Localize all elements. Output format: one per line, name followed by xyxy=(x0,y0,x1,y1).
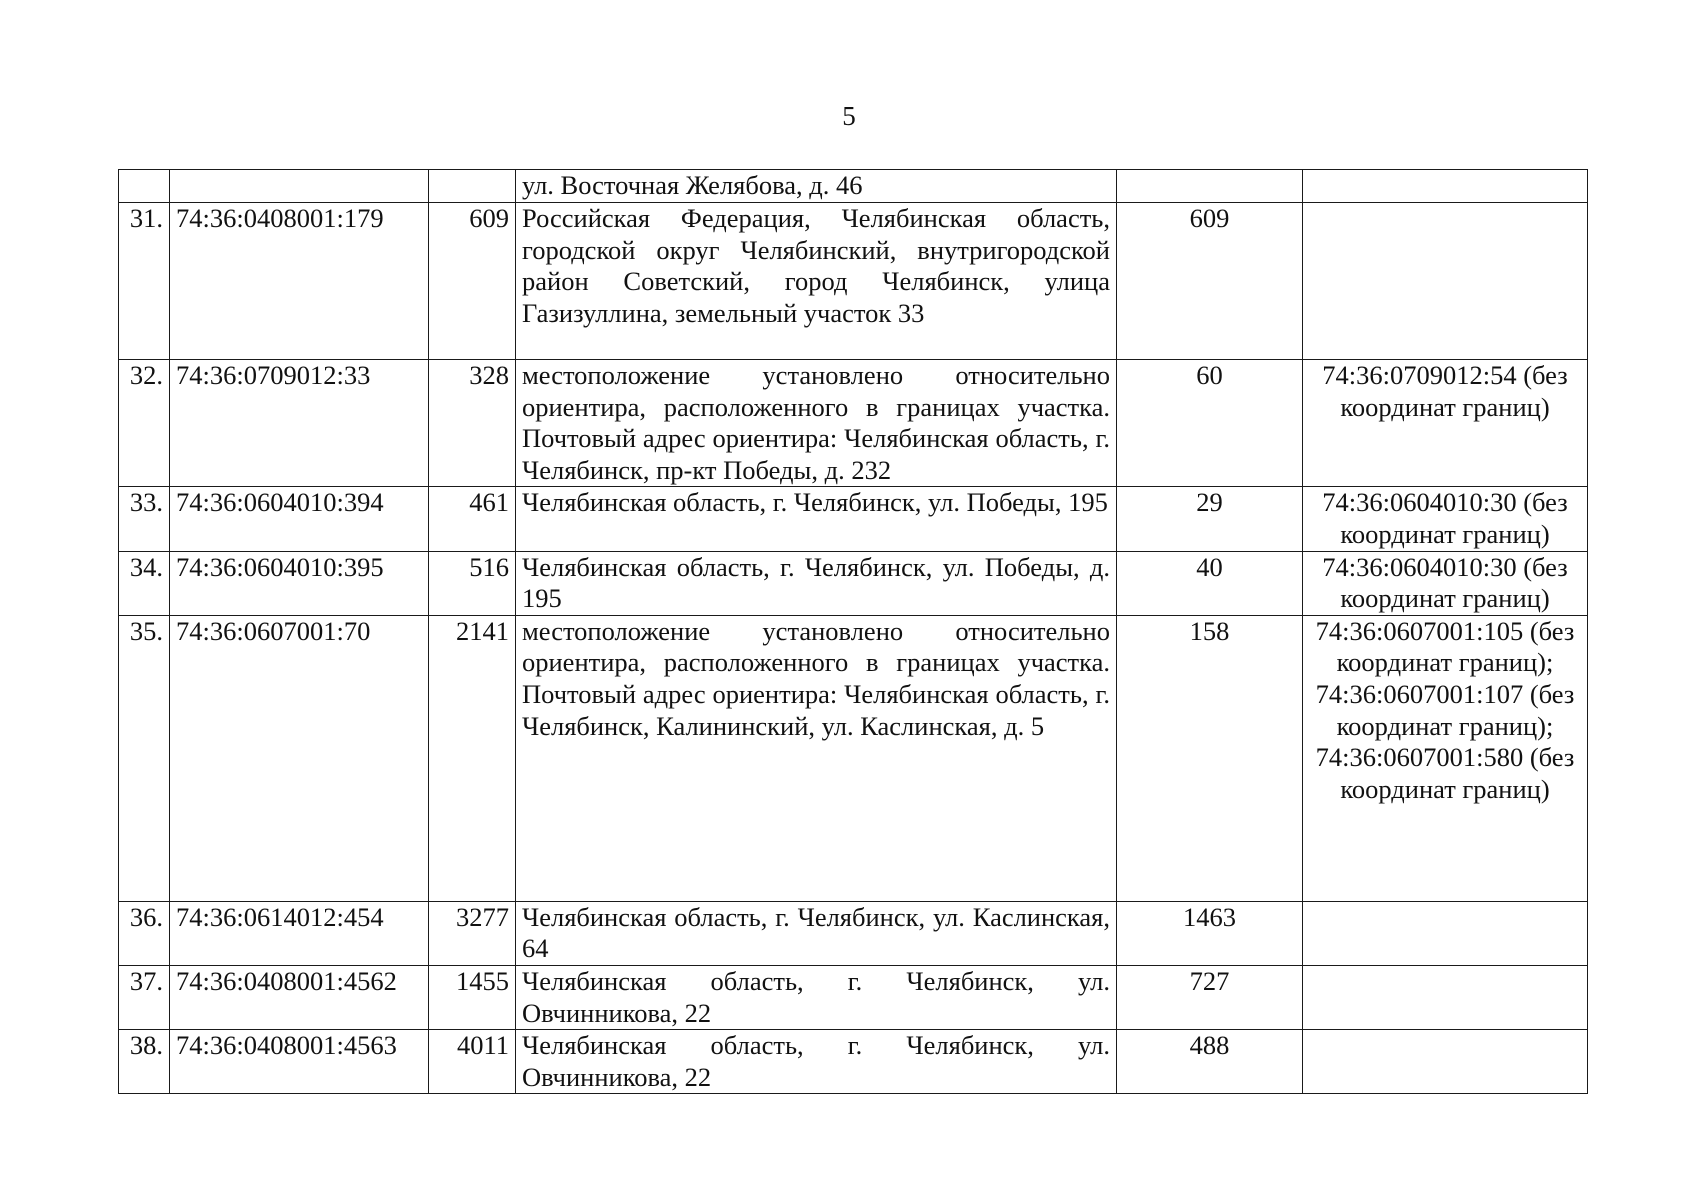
part-area-cell: 29 xyxy=(1117,487,1303,551)
row-number-cell xyxy=(119,170,170,203)
cadastral-number-cell: 74:36:0408001:4562 xyxy=(170,965,429,1029)
related-plot-note: 74:36:0607001:105 (без координат границ); xyxy=(1315,615,1575,678)
part-area-cell xyxy=(1117,170,1303,203)
plot-area-cell: 3277 xyxy=(429,901,516,965)
part-area-cell: 40 xyxy=(1117,551,1303,615)
part-area-cell: 60 xyxy=(1117,360,1303,487)
address-cell: Челябинская область, г. Челябинск, ул. Каслинская, 64 xyxy=(516,901,1117,965)
table-row xyxy=(119,901,1588,965)
address-cell: местоположение установлено относительно ориентира, расположенного в границах участка. Почтовый адрес ориентира: Челябинская область, г. Челябинск, пр-кт Победы, д. 232 xyxy=(516,360,1117,487)
plot-area-cell: 461 xyxy=(429,487,516,551)
cadastral-number-cell: 74:36:0408001:179 xyxy=(170,203,429,360)
notes-cell xyxy=(1303,901,1588,965)
cadastral-number-cell: 74:36:0614012:454 xyxy=(170,901,429,965)
table-body xyxy=(119,170,1588,1094)
related-plot-note: 74:36:0607001:107 (без координат границ); xyxy=(1315,678,1575,741)
notes-cell xyxy=(1303,1030,1588,1094)
row-number-cell: 33. xyxy=(119,487,170,551)
notes-cell xyxy=(1303,170,1588,203)
row-number-cell: 32. xyxy=(119,360,170,487)
table-row xyxy=(119,360,1588,487)
address-cell: Российская Федерация, Челябинская область, городской округ Челябинский, внутригородской район Советский, город Челябинск, улица Газизуллина, земельный участок 33 xyxy=(516,203,1117,360)
address-cell: Челябинская область, г. Челябинск, ул. Овчинникова, 22 xyxy=(516,965,1117,1029)
notes-cell xyxy=(1303,360,1588,487)
row-number-cell: 34. xyxy=(119,551,170,615)
part-area-cell: 727 xyxy=(1117,965,1303,1029)
plot-area-cell: 1455 xyxy=(429,965,516,1029)
address-cell: Челябинская область, г. Челябинск, ул. Победы, д. 195 xyxy=(516,551,1117,615)
address-cell: Челябинская область, г. Челябинск, ул. Победы, 195 xyxy=(516,487,1117,551)
notes-cell xyxy=(1303,487,1588,551)
table-row xyxy=(119,487,1588,551)
plot-area-cell: 516 xyxy=(429,551,516,615)
row-number-cell: 36. xyxy=(119,901,170,965)
table-row xyxy=(119,965,1588,1029)
cadastral-number-cell: 74:36:0408001:4563 xyxy=(170,1030,429,1094)
cadastral-number-cell: 74:36:0709012:33 xyxy=(170,360,429,487)
row-number-cell: 37. xyxy=(119,965,170,1029)
notes-cell xyxy=(1303,551,1588,615)
part-area-cell: 488 xyxy=(1117,1030,1303,1094)
page-number: 5 xyxy=(842,101,856,131)
row-number-cell: 35. xyxy=(119,615,170,901)
row-number-cell: 31. xyxy=(119,203,170,360)
part-area-cell: 1463 xyxy=(1117,901,1303,965)
table-row-continuation xyxy=(119,170,1588,203)
cadastral-number-cell xyxy=(170,170,429,203)
notes-cell xyxy=(1303,203,1588,360)
part-area-cell: 158 xyxy=(1117,615,1303,901)
related-plot-note: 74:36:0607001:580 (без координат границ) xyxy=(1315,742,1575,804)
address-cell: Челябинская область, г. Челябинск, ул. Овчинникова, 22 xyxy=(516,1030,1117,1094)
plot-area-cell: 609 xyxy=(429,203,516,360)
address-cell: местоположение установлено относительно ориентира, расположенного в границах участка. Почтовый адрес ориентира: Челябинская область, г. Челябинск, Калининский, ул. Каслинская, д. 5 xyxy=(516,615,1117,901)
cadastral-number-cell: 74:36:0604010:395 xyxy=(170,551,429,615)
row-number-cell: 38. xyxy=(119,1030,170,1094)
table-row xyxy=(119,615,1588,901)
land-plots-table xyxy=(118,169,1588,1094)
table-row xyxy=(119,1030,1588,1094)
related-plot-note: 74:36:0604010:30 (без координат границ) xyxy=(1322,551,1568,614)
cadastral-number-cell: 74:36:0607001:70 xyxy=(170,615,429,901)
table-row xyxy=(119,551,1588,615)
notes-cell xyxy=(1303,615,1588,901)
plot-area-cell: 4011 xyxy=(429,1030,516,1094)
related-plot-note: 74:36:0604010:30 (без координат границ) xyxy=(1322,487,1568,549)
address-cell: ул. Восточная Желябова, д. 46 xyxy=(516,170,1117,203)
table-row xyxy=(119,203,1588,360)
plot-area-cell: 328 xyxy=(429,360,516,487)
cadastral-number-cell: 74:36:0604010:394 xyxy=(170,487,429,551)
notes-cell xyxy=(1303,965,1588,1029)
part-area-cell: 609 xyxy=(1117,203,1303,360)
plot-area-cell xyxy=(429,170,516,203)
related-plot-note: 74:36:0709012:54 (без координат границ) xyxy=(1322,360,1568,422)
plot-area-cell: 2141 xyxy=(429,615,516,901)
